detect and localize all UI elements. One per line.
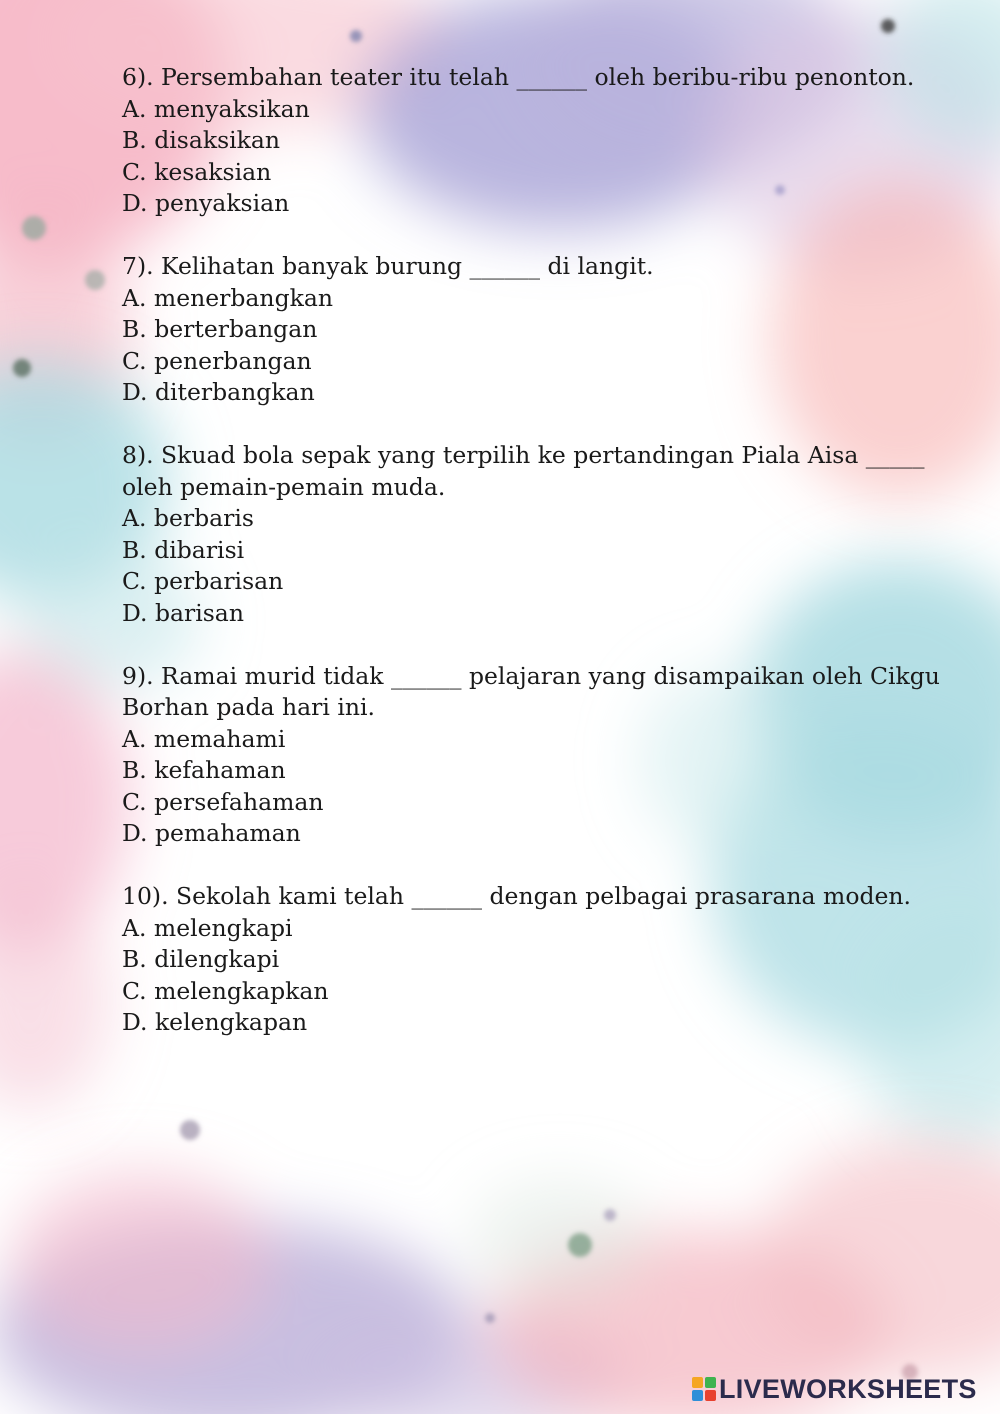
option-c[interactable]: C. persefahaman (122, 787, 324, 816)
worksheet-content (122, 62, 952, 1070)
liveworksheets-brand (692, 1374, 977, 1404)
option-list (122, 724, 952, 850)
option-c[interactable]: C. penerbangan (122, 346, 312, 375)
question-text: 8). Skuad bola sepak yang terpilih ke pertandingan Piala Aisa _____ oleh pemain-pemain muda. (122, 441, 925, 501)
question-text: 9). Ramai murid tidak ______ pelajaran yang disampaikan oleh Cikgu Borhan pada hari ini. (122, 661, 940, 721)
question-7 (122, 251, 952, 409)
question-text: 10). Sekolah kami telah ______ dengan pelbagai prasarana moden. (122, 882, 912, 910)
option-b[interactable]: B. dibarisi (122, 535, 245, 564)
option-d[interactable]: D. barisan (122, 598, 244, 627)
question-text: 6). Persembahan teater itu telah ______ oleh beribu-ribu penonton. (122, 63, 915, 91)
question-9 (122, 661, 952, 850)
option-d[interactable]: D. kelengkapan (122, 1008, 308, 1036)
option-d[interactable]: D. pemahaman (122, 819, 301, 847)
logo-cell-2 (705, 1377, 716, 1388)
option-a[interactable]: A. menyaksikan (122, 94, 310, 123)
logo-cell-3 (692, 1390, 703, 1401)
option-d[interactable]: D. penyaksian (122, 189, 290, 217)
option-b[interactable]: B. berterbangan (122, 315, 318, 343)
option-c[interactable]: C. kesaksian (122, 157, 272, 186)
option-list (122, 503, 952, 629)
question-8 (122, 440, 952, 629)
brand-name: LIVEWORKSHEETS (719, 1373, 977, 1404)
option-b[interactable]: B. kefahaman (122, 756, 286, 784)
option-c[interactable]: C. melengkapkan (122, 976, 329, 1005)
option-a[interactable]: A. berbaris (122, 504, 254, 532)
question-10 (122, 881, 952, 1039)
option-a[interactable]: A. memahami (122, 724, 286, 753)
option-list (122, 913, 952, 1039)
option-list (122, 283, 952, 409)
logo-cell-1 (692, 1377, 703, 1388)
option-list (122, 94, 952, 220)
option-a[interactable]: A. menerbangkan (122, 283, 333, 312)
option-b[interactable]: B. disaksikan (122, 126, 281, 154)
logo-cell-4 (705, 1390, 716, 1401)
option-d[interactable]: D. diterbangkan (122, 378, 315, 406)
question-text: 7). Kelihatan banyak burung ______ di langit. (122, 252, 654, 280)
option-c[interactable]: C. perbarisan (122, 567, 284, 595)
option-b[interactable]: B. dilengkapi (122, 945, 280, 973)
liveworksheets-logo-icon (692, 1377, 716, 1401)
option-a[interactable]: A. melengkapi (122, 913, 293, 942)
question-6 (122, 62, 952, 220)
